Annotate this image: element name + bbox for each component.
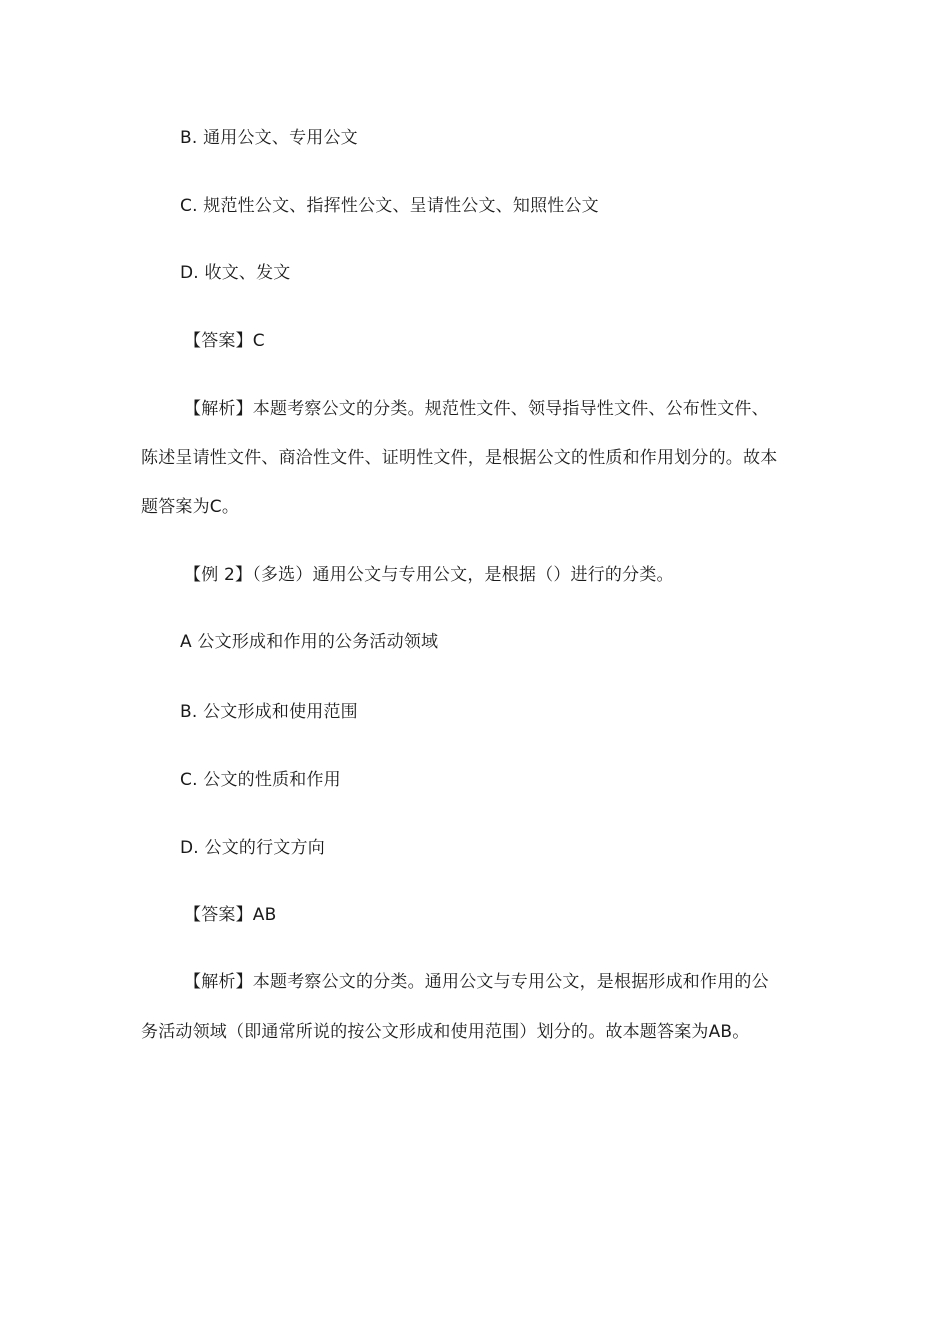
q2-analysis-line-1: 【解析】本题考察公文的分类。通用公文与专用公文，是根据形成和作用的公 — [184, 972, 769, 992]
q1-option-c: C. 规范性公文、指挥性公文、呈请性公文、知照性公文 — [180, 196, 599, 216]
q1-option-d: D. 收文、发文 — [180, 263, 291, 283]
q1-analysis-line-2: 陈述呈请性文件、商洽性文件、证明性文件，是根据公文的性质和作用划分的。故本 — [141, 448, 778, 468]
q2-option-b: B. 公文形成和使用范围 — [180, 702, 358, 722]
q1-answer: 【答案】C — [184, 331, 265, 351]
q2-option-a: A 公文形成和作用的公务活动领域 — [180, 632, 439, 652]
q2-option-d: D. 公文的行文方向 — [180, 838, 325, 858]
q1-analysis-line-3: 题答案为C。 — [141, 497, 240, 517]
q2-stem: 【例 2】（多选）通用公文与专用公文，是根据（）进行的分类。 — [184, 565, 674, 585]
q1-analysis-line-1: 【解析】本题考察公文的分类。规范性文件、领导指导性文件、公布性文件、 — [184, 399, 769, 419]
q2-option-c: C. 公文的性质和作用 — [180, 770, 341, 790]
q1-option-b: B. 通用公文、专用公文 — [180, 128, 358, 148]
q2-answer: 【答案】AB — [184, 905, 277, 925]
q2-analysis-line-2: 务活动领域（即通常所说的按公文形成和使用范围）划分的。故本题答案为AB。 — [141, 1022, 750, 1042]
